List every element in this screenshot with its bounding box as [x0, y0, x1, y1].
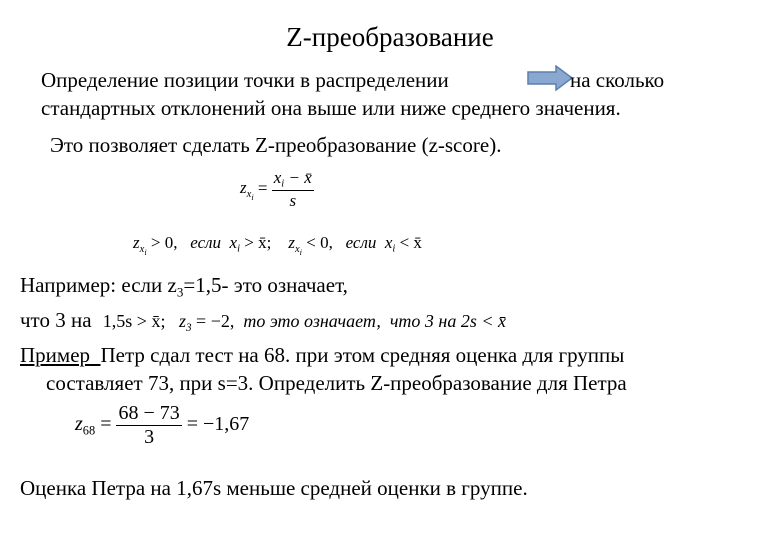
definition-line-2: стандартных отклонений она выше или ниже среднего значения.	[41, 96, 621, 120]
sign-conditions-formula: $z_{x_i} > 0$, если $x_i$ > x̄; $z_{x_i} < 0$, если $x_i$ < x̄	[133, 233, 422, 257]
definition-line-1a: Определение позиции точки в распределении	[41, 68, 449, 92]
definition-line-3: Это позволяет сделать Z-преобразование (z-score).	[50, 133, 502, 157]
petr-zscore-formula: $z_{68}$ = $\frac{68 - 73}{3}$ = −1,67	[75, 402, 250, 448]
right-arrow-icon	[526, 65, 574, 91]
example1-line-1: Например: если $z_3=1,5-$ это означает,	[20, 273, 348, 300]
formula1-lhs: $z_{x_i}$	[240, 178, 254, 202]
formula3-fraction: $\frac{68 - 73}{3}$	[118, 402, 180, 448]
example1-line-2: что 3 на 1,5s > x̄; $z_3 = -2$, то это означает, что 3 на 2s < x̄	[20, 308, 506, 334]
example2-line-2: составляет 73, при s=3. Определить Z-преобразование для Петра	[46, 371, 627, 395]
example-label: Пример	[20, 343, 91, 367]
formula1-fraction: $\frac{x_i - x̄}{s}$	[273, 168, 312, 210]
zscore-formula: $z_{x_i}$ = $\frac{x_i - x̄}{s}$	[240, 168, 312, 210]
example2-line-1: Пример Петр сдал тест на 68. при этом средняя оценка для группы	[20, 343, 625, 367]
definition-line-1b: на сколько	[570, 68, 665, 92]
conclusion-text: Оценка Петра на 1,67s меньше средней оценки в группе.	[20, 476, 528, 500]
slide-title: Z-преобразование	[286, 22, 494, 52]
example1-inline-formula: 1,5s > x̄; $z_3 = -2$, то это означает, что 3 на 2s < x̄	[102, 311, 506, 334]
